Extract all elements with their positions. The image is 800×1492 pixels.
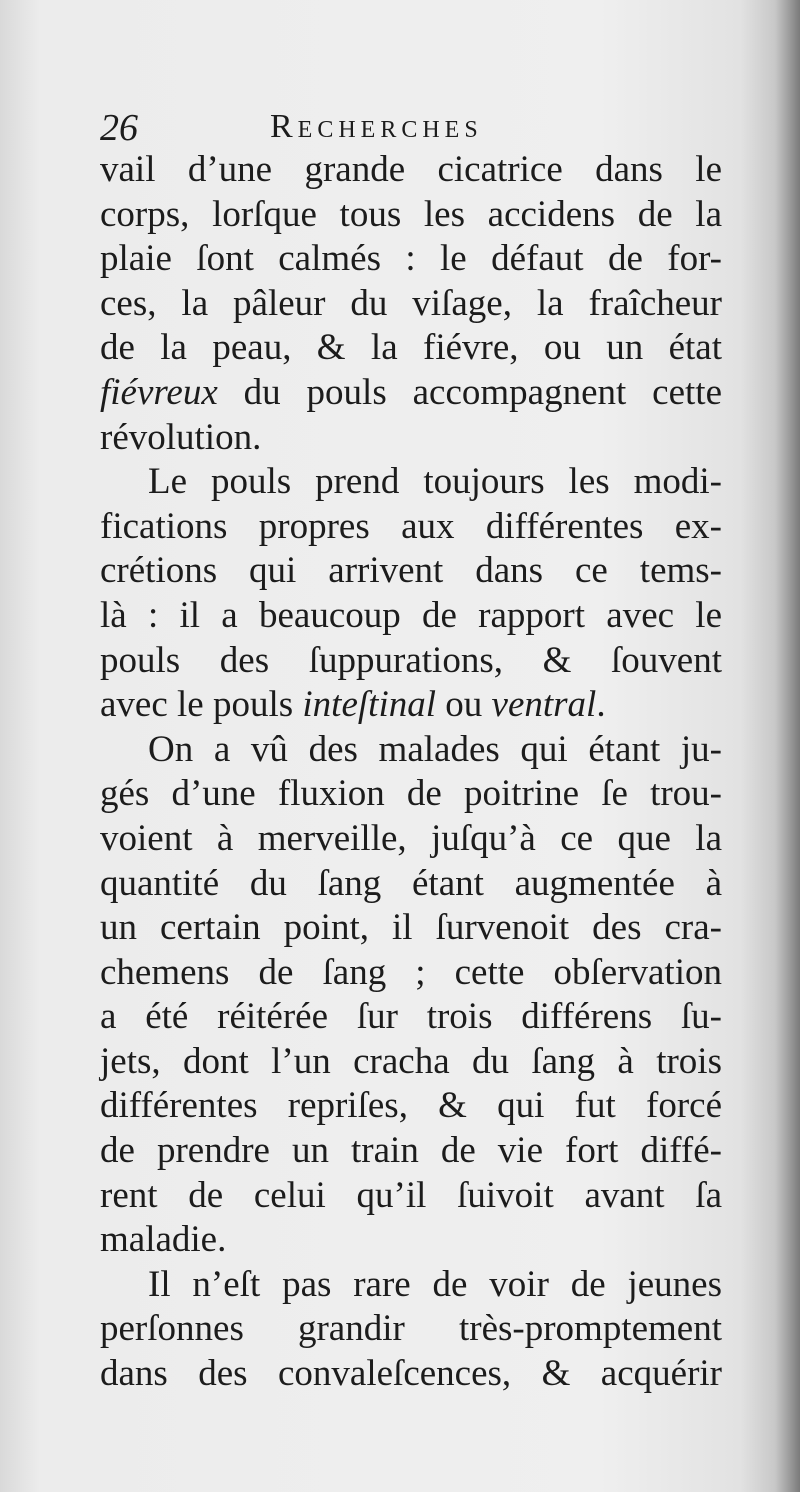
- text-line: a été réitérée ſur trois différens ſu-: [100, 996, 722, 1038]
- text-line: différentes repriſes, & qui fut forcé: [100, 1085, 722, 1127]
- paragraph-first-line: Il n’eſt pas rare de voir de jeunes: [148, 1263, 722, 1305]
- text-line: de prendre un train de vie fort diffé-: [100, 1130, 722, 1172]
- text-line: perſonnes grandir très-promptement: [100, 1308, 722, 1350]
- text-line: jets, dont l’un cracha du ſang à trois: [100, 1040, 722, 1082]
- paragraph-first-line: On a vû des malades qui étant ju-: [148, 728, 722, 770]
- text-line: ces, la pâleur du viſage, la fraîcheur: [100, 282, 722, 324]
- text-line: de la peau, & la fiévre, ou un état: [100, 327, 722, 369]
- text-line: fications propres aux différentes ex-: [100, 505, 722, 547]
- text-line: crétions qui arrivent dans ce tems-: [100, 550, 722, 592]
- text-line: gés d’une fluxion de poitrine ſe trou-: [100, 773, 722, 815]
- body-text: [100, 148, 722, 1397]
- text-line: dans des convaleſcences, & acquérir: [100, 1353, 722, 1395]
- text-line: pouls des ſuppurations, & ſouvent: [100, 639, 722, 681]
- text-line: fiévreux du pouls accompagnent cette: [100, 371, 722, 413]
- text-line: un certain point, il ſurvenoit des cra-: [100, 907, 722, 949]
- text-line: révolution.: [100, 416, 262, 458]
- running-head: [100, 106, 560, 152]
- text-line: rent de celui qu’il ſuivoit avant ſa: [100, 1174, 722, 1216]
- page-number: 26: [100, 107, 138, 149]
- text-line: vail d’une grande cicatrice dans le: [100, 149, 722, 190]
- text-line: quantité du ſang étant augmentée à: [100, 862, 722, 904]
- text-line: voient à merveille, juſqu’à ce que la: [100, 817, 722, 859]
- running-title: Recherches: [270, 108, 483, 145]
- text-line: corps, lorſque tous les accidens de la: [100, 193, 722, 235]
- text-line: chemens de ſang ; cette obſervation: [100, 951, 722, 993]
- text-line: maladie.: [100, 1219, 227, 1261]
- text-line: là : il a beaucoup de rapport avec le: [100, 594, 722, 636]
- text-line: avec le pouls inteſtinal ou ventral.: [100, 684, 606, 726]
- paragraph-first-line: Le pouls prend toujours les modi-: [148, 461, 722, 503]
- text-line: plaie ſont calmés : le défaut de for-: [100, 238, 722, 280]
